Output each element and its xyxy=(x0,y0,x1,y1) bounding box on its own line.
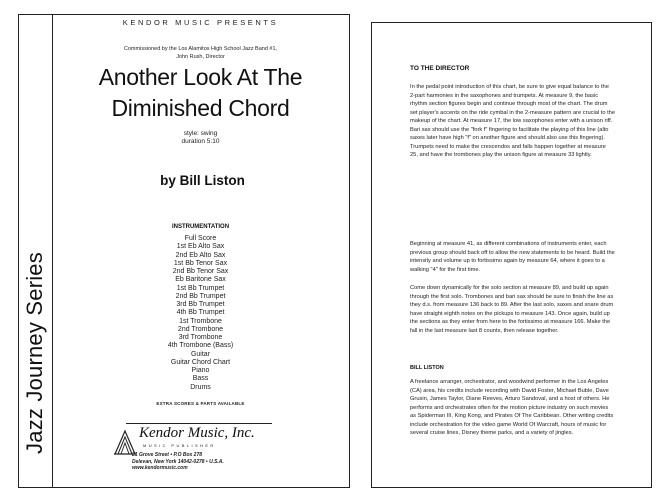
title-line: Another Look At The xyxy=(98,64,303,90)
address-line: Delevan, New York 14042-0278 • U.S.A. xyxy=(132,458,224,465)
instrument-item: Eb Baritone Sax xyxy=(175,276,226,284)
publisher-presents: KENDOR MUSIC PRESENTS xyxy=(122,18,279,27)
address-line: 21 Grove Street • P.O Box 278 xyxy=(132,452,203,458)
style-info xyxy=(52,130,349,146)
instrumentation-heading: INSTRUMENTATION xyxy=(171,224,230,230)
cover-page xyxy=(18,14,350,488)
commission-line: John Rush, Director xyxy=(176,54,225,60)
extra-parts-note: EXTRA SCORES & PARTS AVAILABLE xyxy=(156,401,245,406)
instrument-item: 2nd Eb Alto Sax xyxy=(175,251,226,259)
instrument-item: Piano xyxy=(191,367,210,374)
instrument-item: 2nd Bb Tenor Sax xyxy=(172,268,229,275)
piece-title xyxy=(52,62,349,124)
series-spine xyxy=(19,15,53,487)
instrument-item: 3rd Trombone xyxy=(178,334,223,341)
instrument-item: Guitar xyxy=(190,350,211,358)
instrument-item: 3rd Bb Trumpet xyxy=(176,301,225,308)
notes-paragraph: In the pedal point introduction of this chart, be sure to give equal balance to the 2-part harmonies in the saxophones and trumpets. At measure 9, the basic rhythm section figures begin and continue through most of the chart. The drum set player's accents on the ride cymbal in the 2-measure pattern are crucial to the makeup of the chart. At measure 17, the low saxophones enter with a unison riff. Bari sax should use the "fork f" fingering to facilitate the playing of this line (alto saxes later have high "f" on another figure and should also use this fingering). Trumpets need to make the crescendos and falls happen together at measure 25, and have the trombones play the unison figure at measure 33 lightly. xyxy=(410,84,615,158)
notes-paragraph: Come down dynamically for the solo section at measure 89, and build up again through the first solo. Trombones and bari sax should be sure to finish the line as they d.s. from measure 136 back to 89. After the last solo, saxes and snare drum have straight eighth notes on the pickups to measure 143. Once again, build up the sections as they enter from here to the fortissimo at measure 166. Make the fall in the last measure last 8 counts, then release together. xyxy=(410,285,614,334)
address-line: www.kendormusic.com xyxy=(132,465,188,471)
instrumentation-list xyxy=(52,235,349,392)
instrument-item: Bass xyxy=(192,375,209,383)
instrument-item: Full Score xyxy=(184,235,217,242)
director-notes-page xyxy=(371,22,652,488)
instrument-item: 2nd Trombone xyxy=(177,325,224,333)
notes-paragraph: Beginning at measure 41, as different combinations of instruments enter, each previous group should back off to allow the new statements to be heard. Build the intensity and volume up to fortissimo again by measure 64, where it goes to a walking "4" for the first time. xyxy=(410,241,615,273)
instrument-item: 1st Trombone xyxy=(179,317,222,325)
publisher-subtitle: MUSIC PUBLISHER xyxy=(143,443,216,448)
commission-line: Commissioned by the Los Alamitos High School Jazz Band #1, xyxy=(123,46,278,52)
title-line: Diminished Chord xyxy=(111,95,290,121)
instrument-item: Guitar Chord Chart xyxy=(170,358,231,366)
notes-heading: TO THE DIRECTOR xyxy=(410,65,470,72)
instrument-item: 1st Bb Tenor Sax xyxy=(173,259,228,267)
instrument-item: 2nd Bb Trumpet xyxy=(175,292,226,300)
instrument-item: Drums xyxy=(190,383,211,391)
composer: by Bill Liston xyxy=(160,173,245,188)
publisher-rule xyxy=(126,423,272,424)
commission-note xyxy=(52,45,349,61)
duration-label: duration 5:10 xyxy=(181,138,220,145)
series-title: Jazz Journey Series xyxy=(22,252,47,454)
instrument-item: 4th Bb Trumpet xyxy=(176,309,225,317)
bio-heading: BILL LISTON xyxy=(410,365,444,371)
bio-paragraph: A freelance arranger, orchestrator, and woodwind performer in the Los Angeles (CA) area, his credits include recording with David Foster, Michael Buble, Dave Grusin, James Taylor, Diane Reeves, Arturo Sandoval, and a host of others. He performs and orchestrates often for the motion picture industry on such movies as Spiderman III, King Kong, and Pirates Of The Caribbean. Other writing credits include orchestration for the video game World Of Warcraft, hours of music for several cruise lines, Disney theme parks, and a variety of jingles. xyxy=(410,379,614,436)
instrument-item: 1st Bb Trumpet xyxy=(176,284,225,292)
style-label: style: swing xyxy=(183,130,218,137)
instrument-item: 4th Trombone (Bass) xyxy=(167,342,234,350)
instrument-item: 1st Eb Alto Sax xyxy=(176,243,225,251)
publisher-address xyxy=(132,452,252,472)
publisher-name: Kendor Music, Inc. xyxy=(139,425,255,441)
